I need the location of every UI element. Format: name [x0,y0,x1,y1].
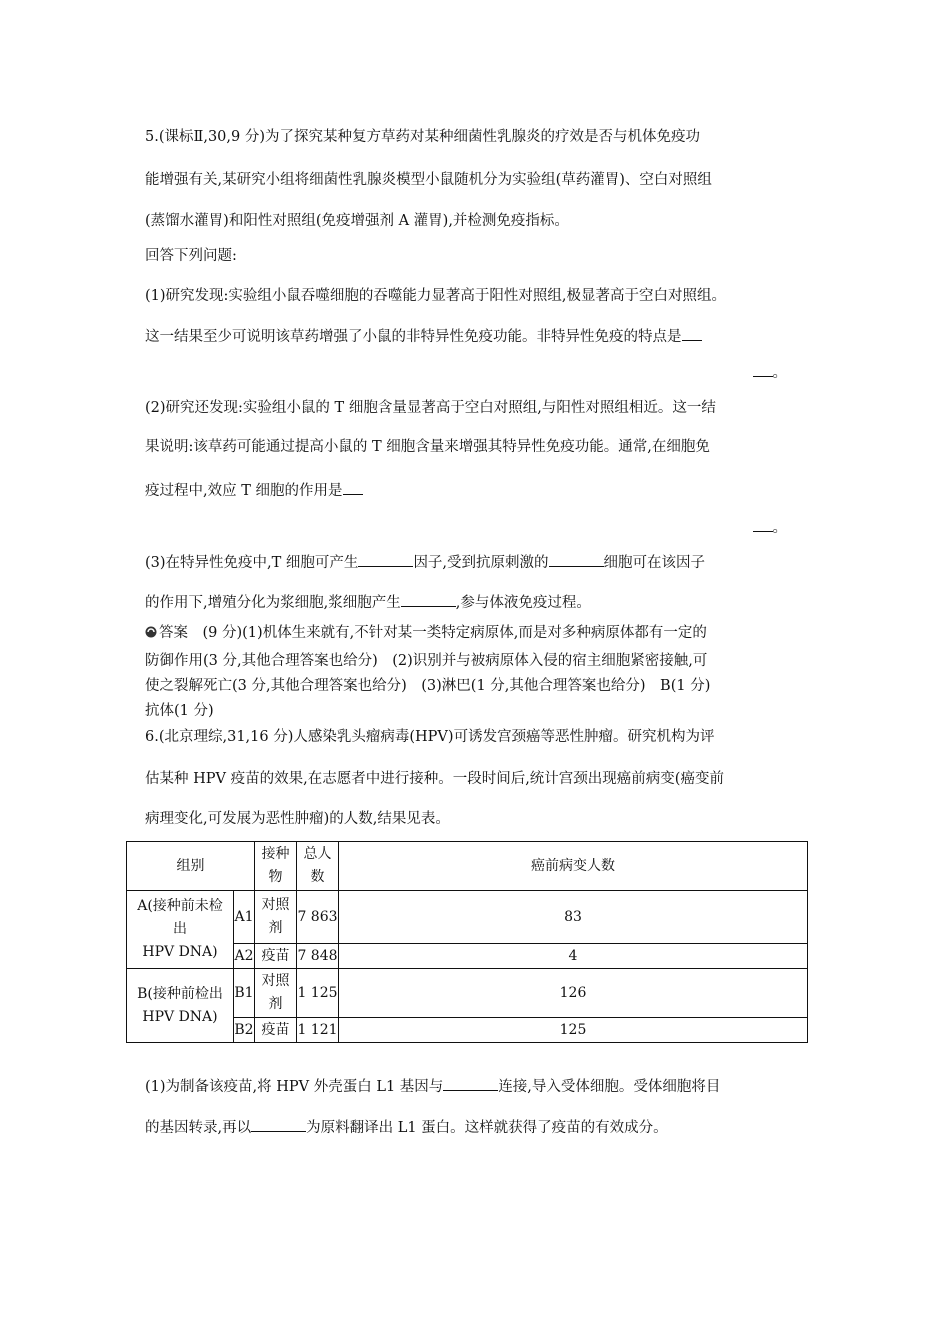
row-total: 7 848 [297,944,339,969]
q5-sub2-end [753,516,788,538]
answer-blank [251,1116,306,1132]
row-inoculum: 疫苗 [255,944,297,969]
q6-sub1-text-d: 为原料翻译出 L1 蛋白。这样就获得了疫苗的有效成分。 [306,1120,668,1136]
answer-blank [343,479,363,495]
header-group: 组别 [127,842,255,891]
answer-icon [145,626,157,638]
header-lesion: 癌前病变人数 [339,842,808,891]
header-total: 总人 数 [297,842,339,891]
q5-sub1-text: 这一结果至少可说明该草药增强了小鼠的非特异性免疫功能。非特异性免疫的特点是 [145,329,682,345]
q5-sub3-text-a: (3)在特异性免疫中,T 细胞可产生 [145,555,359,571]
row-lesion: 126 [339,969,808,1018]
q5-line-3: (蒸馏水灌胃)和阳性对照组(免疫增强剂 A 灌胃),并检测免疫指标。 [145,213,569,229]
table-header-row [127,842,808,891]
row-inoculum: 疫苗 [255,1018,297,1043]
q5-sub1-line-2 [145,325,702,347]
q5-sub2-text: 疫过程中,效应 T 细胞的作用是 [145,483,343,499]
q6-line-2: 估某种 HPV 疫苗的效果,在志愿者中进行接种。一段时间后,统计宫颈出现癌前病变(癌变前 [145,771,724,787]
q5-sub3-line-1 [145,551,705,573]
row-id: B2 [234,1018,255,1043]
table-row [127,891,808,944]
q5-sub3-text-e: ,参与体液免疫过程。 [455,595,591,611]
q6-sub1-text-b: 连接,导入受体细胞。受体细胞将目 [498,1079,721,1095]
answer-line-3: 使之裂解死亡(3 分,其他合理答案也给分) (3)淋巴(1 分,其他合理答案也给分) B(1 分) [145,678,711,694]
row-id: A2 [234,944,255,969]
q6-line-1: 6.(北京理综,31,16 分)人感染乳头瘤病毒(HPV)可诱发宫颈癌等恶性肿瘤。研究机构为评 [145,729,715,745]
group-a-label: A(接种前未检 出 HPV DNA) [127,891,234,969]
answer-blank [682,325,702,341]
q5-line-1: 5.(课标Ⅱ,30,9 分)为了探究某种复方草药对某种细菌性乳腺炎的疗效是否与机体免疫功 [145,129,701,145]
period: 。 [772,365,787,381]
q5-line-2: 能增强有关,某研究小组将细菌性乳腺炎模型小鼠随机分为实验组(草药灌胃)、空白对照组 [145,172,712,188]
row-lesion: 125 [339,1018,808,1043]
q5-sub3-text-d: 的作用下,增殖分化为浆细胞,浆细胞产生 [145,595,401,611]
row-total: 1 125 [297,969,339,1018]
period: 。 [772,520,787,536]
q5-sub3-text-c: 细胞可在该因子 [603,555,706,571]
q5-sub2-line-3 [145,479,363,501]
answer-blank [401,591,456,607]
answer-blank [358,551,413,567]
q5-sub1-line-1: (1)研究发现:实验组小鼠吞噬细胞的吞噬能力显著高于阳性对照组,极显著高于空白对照组。 [145,288,727,304]
answer-blank [753,361,773,377]
answer-blank [753,516,773,532]
row-total: 1 121 [297,1018,339,1043]
answer-blank [549,551,604,567]
row-lesion: 83 [339,891,808,944]
table-row [127,969,808,1018]
q6-sub1-text-c: 的基因转录,再以 [145,1120,252,1136]
answer-blank [443,1075,498,1091]
q6-sub1-text-a: (1)为制备该疫苗,将 HPV 外壳蛋白 L1 基因与 [145,1079,444,1095]
row-id: B1 [234,969,255,1018]
q5-sub3-text-b: 因子,受到抗原刺激的 [413,555,549,571]
row-id: A1 [234,891,255,944]
q5-prompt: 回答下列问题: [145,248,237,264]
answer-line-1 [145,623,707,643]
q6-sub1-line-2 [145,1116,668,1138]
answer-text-1: (9 分)(1)机体生来就有,不针对某一类特定病原体,而是对多种病原体都有一定的 [202,625,707,641]
results-table [126,841,808,1043]
q5-sub2-line-2: 果说明:该草药可能通过提高小鼠的 T 细胞含量来增强其特异性免疫功能。通常,在细胞免 [145,439,710,455]
answer-line-4: 抗体(1 分) [145,703,214,719]
row-inoculum: 对照 剂 [255,891,297,944]
header-inoculum: 接种 物 [255,842,297,891]
q6-sub1-line-1 [145,1075,720,1097]
row-inoculum: 对照 剂 [255,969,297,1018]
q5-sub3-line-2 [145,591,591,613]
answer-label: 答案 [159,625,188,641]
q6-line-3: 病理变化,可发展为恶性肿瘤)的人数,结果见表。 [145,811,450,827]
q5-sub2-line-1: (2)研究还发现:实验组小鼠的 T 细胞含量显著高于空白对照组,与阳性对照组相近。这一结 [145,400,716,416]
row-lesion: 4 [339,944,808,969]
group-b-label: B(接种前检出 HPV DNA) [127,969,234,1043]
row-total: 7 863 [297,891,339,944]
q5-sub1-end [753,361,788,383]
answer-line-2: 防御作用(3 分,其他合理答案也给分) (2)识别并与被病原体入侵的宿主细胞紧密接触,可 [145,653,708,669]
